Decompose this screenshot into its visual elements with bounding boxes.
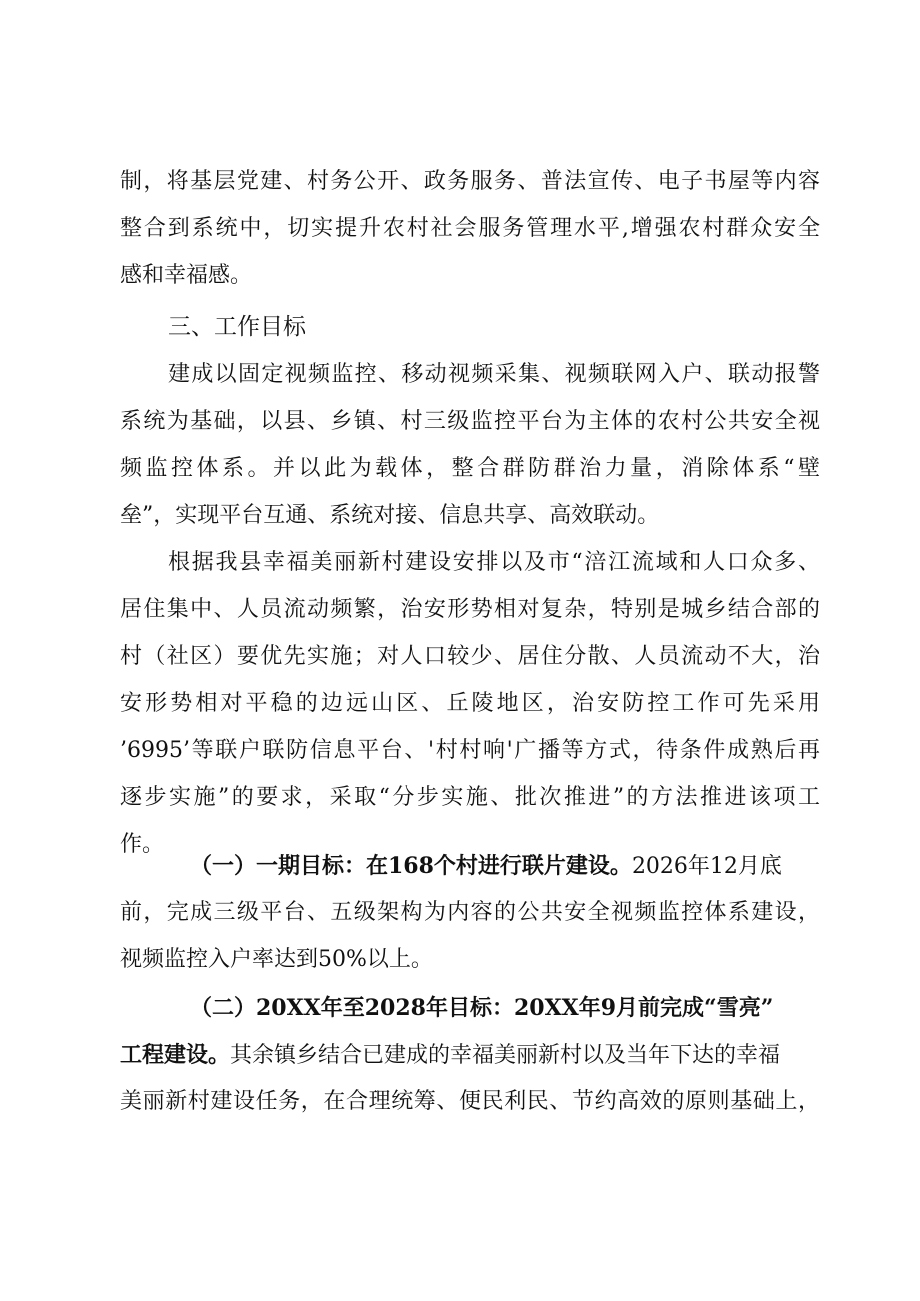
body-text-line: 频监控体系。并以此为载体，整合群防群治力量，消除体系“壁 [120, 456, 820, 481]
body-text-line: 逐步实施”的要求，采取“分步实施、批次推进”的方法推进该项工 [120, 785, 820, 810]
body-text-line: 根据我县幸福美丽新村建设安排以及市“涪江流域和人口众多、 [168, 550, 820, 575]
body-text-line: 村（社区）要优先实施；对人口较少、居住分散、人员流动不大，治 [120, 644, 820, 669]
body-text-line: 美丽新村建设任务，在合理统筹、便民利民、节约高效的原则基础上， [120, 1089, 820, 1114]
body-text-line: 前，完成三级平台、五级架构为内容的公共安全视频监控体系建设， [120, 900, 820, 925]
body-text-line: 感和幸福感。 [120, 263, 253, 288]
body-text-inline: 2026年12月底 [631, 854, 782, 879]
subsection-heading: （一）一期目标：在168个村进行联片建设。 [190, 853, 632, 879]
body-text-line: 作。 [120, 832, 165, 857]
subsection-line [190, 849, 820, 884]
body-text-line: 视频监控入户率达到50%以上。 [120, 947, 433, 972]
subsection-line [120, 1038, 820, 1073]
body-text-inline: 其余镇乡结合已建成的幸福美丽新村以及当年下达的幸福 [230, 1043, 781, 1068]
body-text-line: ’6995’等联户联防信息平台、'村村响'广播等方式，待条件成熟后再 [120, 738, 820, 763]
section-heading: 三、工作目标 [168, 314, 306, 340]
subsection-heading: （二）20XX年至2028年目标：20XX年9月前完成“雪亮” [190, 995, 774, 1021]
subsection-heading-continued: 工程建设。 [120, 1042, 231, 1068]
body-text-line: 整合到系统中，切实提升农村社会服务管理水平,增强农村群众安全 [120, 216, 820, 241]
body-text-line: 系统为基础，以县、乡镇、村三级监控平台为主体的农村公共安全视 [120, 409, 820, 434]
body-text-line: 居住集中、人员流动频繁，治安形势相对复杂，特别是城乡结合部的 [120, 597, 820, 622]
body-text-line: 安形势相对平稳的边远山区、丘陵地区，治安防控工作可先采用 [120, 691, 820, 716]
body-text-line: 制，将基层党建、村务公开、政务服务、普法宣传、电子书屋等内容 [120, 169, 820, 194]
body-text-line: 建成以固定视频监控、移动视频采集、视频联网入户、联动报警 [168, 362, 820, 387]
body-text-line: 垒”，实现平台互通、系统对接、信息共享、高效联动。 [120, 503, 660, 528]
